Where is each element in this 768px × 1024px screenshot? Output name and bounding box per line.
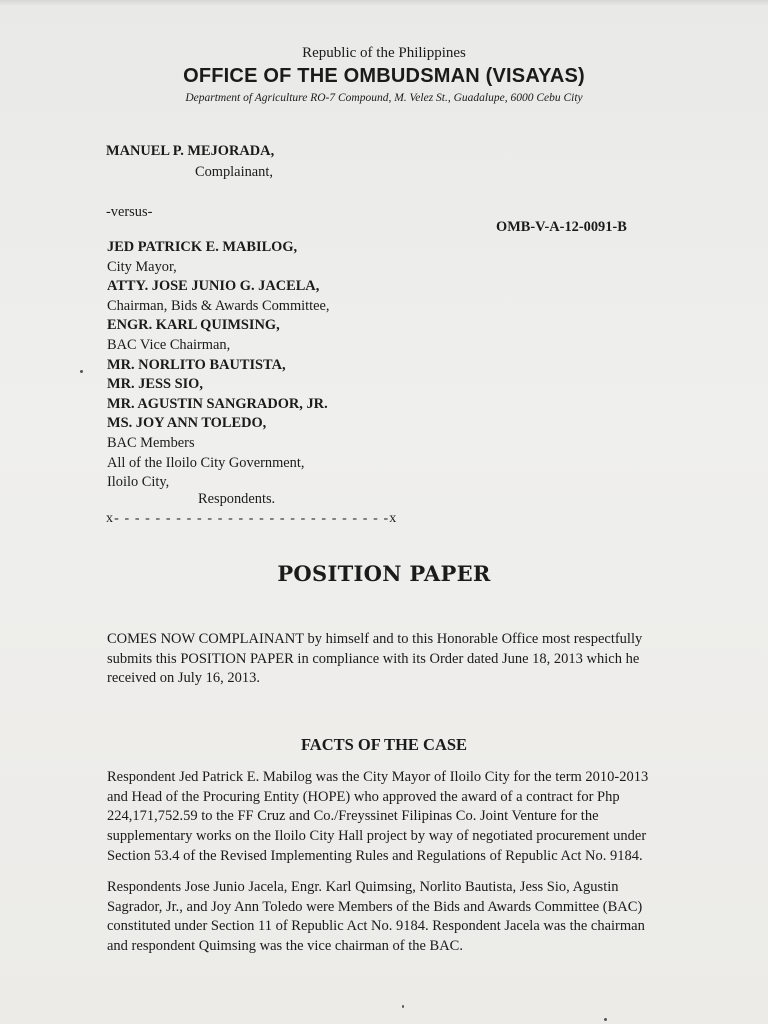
republic-line: Republic of the Philippines bbox=[302, 45, 466, 61]
scan-speck bbox=[80, 370, 83, 373]
paragraph-line: submits this POSITION PAPER in compliance with its Order dated June 18, 2013 which he bbox=[107, 650, 640, 667]
paragraph-line: constituted under Section 11 of Republic Act No. 9184. Respondent Jacela was the chairman bbox=[107, 918, 645, 935]
respondents-list bbox=[107, 238, 330, 493]
document-title: POSITION PAPER bbox=[277, 561, 491, 586]
complainant-label: Complainant, bbox=[195, 164, 273, 180]
respondent-line: Iloilo City, bbox=[107, 474, 170, 491]
versus-label: -versus- bbox=[106, 204, 153, 220]
respondent-line: MR. NORLITO BAUTISTA, bbox=[107, 356, 286, 373]
facts-heading: FACTS OF THE CASE bbox=[300, 735, 468, 754]
respondent-line: MS. JOY ANN TOLEDO, bbox=[107, 415, 267, 432]
respondent-line: All of the Iloilo City Government, bbox=[107, 454, 305, 471]
scan-speck bbox=[402, 1005, 404, 1008]
paragraph-line: COMES NOW COMPLAINANT by himself and to this Honorable Office most respectfully bbox=[107, 631, 643, 647]
respondent-line: BAC Vice Chairman, bbox=[107, 336, 231, 353]
respondent-line: Chairman, Bids & Awards Committee, bbox=[107, 297, 330, 314]
intro-paragraph bbox=[107, 630, 687, 689]
respondent-line: City Mayor, bbox=[107, 258, 177, 275]
paragraph-line: supplementary works on the Iloilo City Hall project by way of negotiated procurement under bbox=[107, 828, 647, 845]
respondent-line: ATTY. JOSE JUNIO G. JACELA, bbox=[107, 278, 320, 295]
facts-paragraph-1 bbox=[107, 768, 687, 867]
paragraph-line: received on July 16, 2013. bbox=[107, 670, 261, 687]
respondent-line: ENGR. KARL QUIMSING, bbox=[107, 317, 280, 334]
page-top-edge bbox=[0, 0, 768, 6]
scan-speck bbox=[604, 1018, 607, 1021]
paragraph-line: Sagrador, Jr., and Joy Ann Toledo were Members of the Bids and Awards Committee (BAC) bbox=[107, 898, 643, 915]
paragraph-line: Respondents Jose Junio Jacela, Engr. Karl Quimsing, Norlito Bautista, Jess Sio, Agustin bbox=[107, 879, 619, 895]
facts-paragraph-2 bbox=[107, 878, 687, 957]
paragraph-line: 224,171,752.59 to the FF Cruz and Co./Freyssinet Filipinas Co. Joint Venture for the bbox=[107, 808, 599, 825]
paragraph-line: Section 53.4 of the Revised Implementing Rules and Regulations of Republic Act No. 9184. bbox=[107, 847, 643, 864]
respondent-line: JED PATRICK E. MABILOG, bbox=[107, 239, 298, 255]
respondent-line: MR. JESS SIO, bbox=[107, 376, 203, 393]
caption-separator: x- - - - - - - - - - - - - - - - - - - - - - - - - - -x bbox=[106, 511, 398, 526]
office-address: Department of Agriculture RO-7 Compound, M. Velez St., Guadalupe, 6000 Cebu City bbox=[185, 92, 583, 104]
respondent-line: BAC Members bbox=[107, 434, 195, 451]
paragraph-line: and respondent Quimsing was the vice chairman of the BAC. bbox=[107, 938, 463, 955]
paragraph-line: and Head of the Procuring Entity (HOPE) who approved the award of a contract for Php bbox=[107, 788, 620, 805]
respondent-line: MR. AGUSTIN SANGRADOR, JR. bbox=[107, 395, 328, 412]
office-title: OFFICE OF THE OMBUDSMAN (VISAYAS) bbox=[183, 65, 585, 87]
respondents-label: Respondents. bbox=[198, 491, 276, 507]
paragraph-line: Respondent Jed Patrick E. Mabilog was the City Mayor of Iloilo City for the term 2010-2013 bbox=[107, 769, 649, 785]
complainant-name: MANUEL P. MEJORADA, bbox=[106, 143, 275, 159]
case-number: OMB-V-A-12-0091-B bbox=[496, 219, 627, 235]
